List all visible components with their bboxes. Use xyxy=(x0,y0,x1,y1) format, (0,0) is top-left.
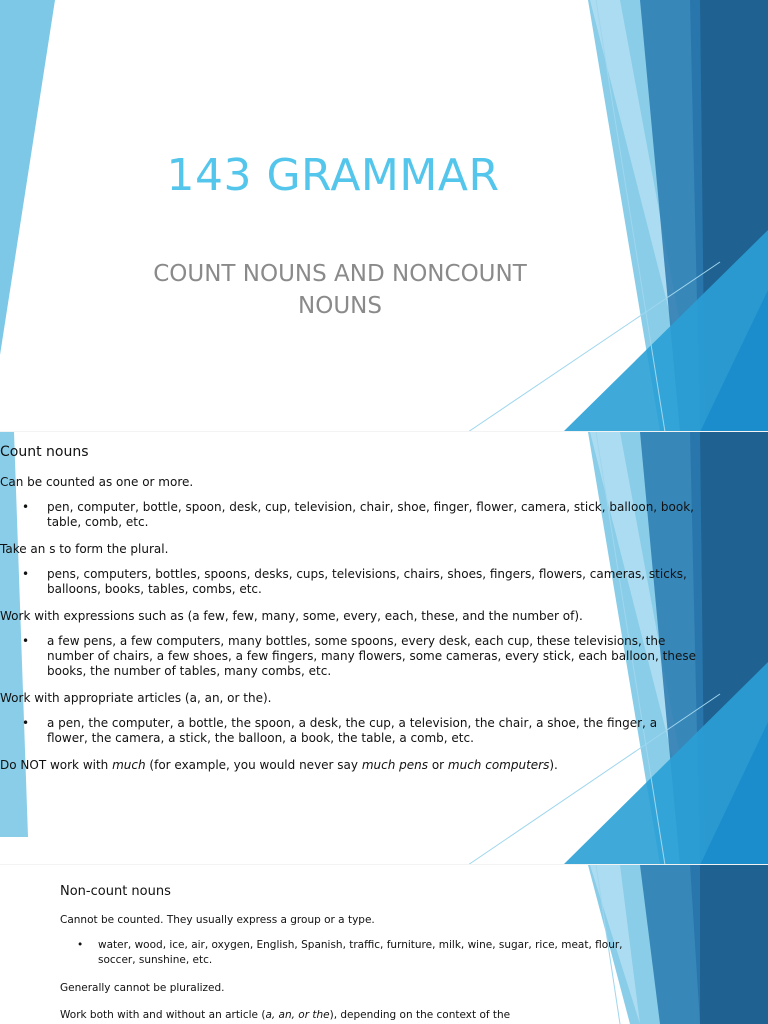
paragraph: Can be counted as one or more. xyxy=(0,475,194,489)
title-slide xyxy=(0,0,768,432)
bullet-icon: • xyxy=(22,567,30,581)
text-run: Work both with and without an article ( xyxy=(60,1009,266,1021)
paragraph: Work with expressions such as (a few, few, many, some, every, each, these, and the number of). xyxy=(0,609,583,623)
slide-title: 143 GRAMMAR xyxy=(166,150,500,201)
bullet-icon: • xyxy=(22,716,30,730)
bullet-icon: • xyxy=(77,939,84,951)
paragraph: Generally cannot be pluralized. xyxy=(60,982,225,994)
text-run-italic: much xyxy=(112,758,146,772)
list-item-text: water, wood, ice, air, oxygen, English, Spanish, traffic, furniture, milk, wine, sugar, rice, meat, flour, soccer, sunshine, etc. xyxy=(98,939,623,966)
paragraph: Take an s to form the plural. xyxy=(0,542,169,556)
paragraph xyxy=(0,758,700,773)
list-item-text: pens, computers, bottles, spoons, desks, cups, televisions, chairs, shoes, fingers, flowers, cameras, sticks, balloons, books, tables, combs, etc. xyxy=(47,567,687,596)
list-item xyxy=(0,634,700,679)
text-run: Do NOT work with xyxy=(0,758,113,772)
slide-decoration xyxy=(0,0,768,432)
count-nouns-slide xyxy=(0,432,768,865)
bullet-list xyxy=(60,938,640,968)
text-run: (for example, you would never say xyxy=(145,758,362,772)
bullet-list xyxy=(0,567,700,597)
bullet-list xyxy=(0,634,700,679)
bullet-icon: • xyxy=(22,634,30,648)
text-run-italic: much computers xyxy=(447,758,550,772)
text-run-italic: a, an, or the xyxy=(265,1009,330,1021)
bullet-list xyxy=(0,500,700,530)
right-dark-panel xyxy=(690,865,768,1024)
text-run: ). xyxy=(549,758,558,772)
text-run-italic: much pens xyxy=(361,758,428,772)
noncount-nouns-slide xyxy=(0,865,768,1024)
list-item xyxy=(60,938,640,968)
text-run: or xyxy=(428,758,448,772)
slide-content xyxy=(0,444,700,786)
list-item-text: a pen, the computer, a bottle, the spoon, a desk, the cup, a television, the chair, a shoe, the finger, a flower, the camera, a stick, the balloon, a book, the table, a comb, etc. xyxy=(47,716,658,745)
list-item xyxy=(0,500,700,530)
slide-content xyxy=(60,884,640,1024)
list-item xyxy=(0,716,700,746)
bullet-icon: • xyxy=(22,500,30,514)
bullet-list xyxy=(0,716,700,746)
section-heading: Non-count nouns xyxy=(60,884,171,899)
section-heading: Count nouns xyxy=(0,444,89,460)
list-item xyxy=(0,567,700,597)
paragraph: Work with appropriate articles (a, an, or the). xyxy=(0,691,272,705)
list-item-text: a few pens, a few computers, many bottles, some spoons, every desk, each cup, these televisions, the number of chairs, a few shoes, a few fingers, many flowers, some cameras, every stick, each balloon, these books, the number of tables, many combs, etc. xyxy=(47,634,696,678)
text-run: ), depending on the context of the xyxy=(329,1009,511,1021)
slide-subtitle: COUNT NOUNS AND NONCOUNT NOUNS xyxy=(153,261,527,319)
paragraph: Cannot be counted. They usually express a group or a type. xyxy=(60,914,375,926)
list-item-text: pen, computer, bottle, spoon, desk, cup, television, chair, shoe, finger, flower, camera, stick, balloon, book, table, comb, etc. xyxy=(47,500,694,529)
paragraph xyxy=(60,1008,640,1022)
